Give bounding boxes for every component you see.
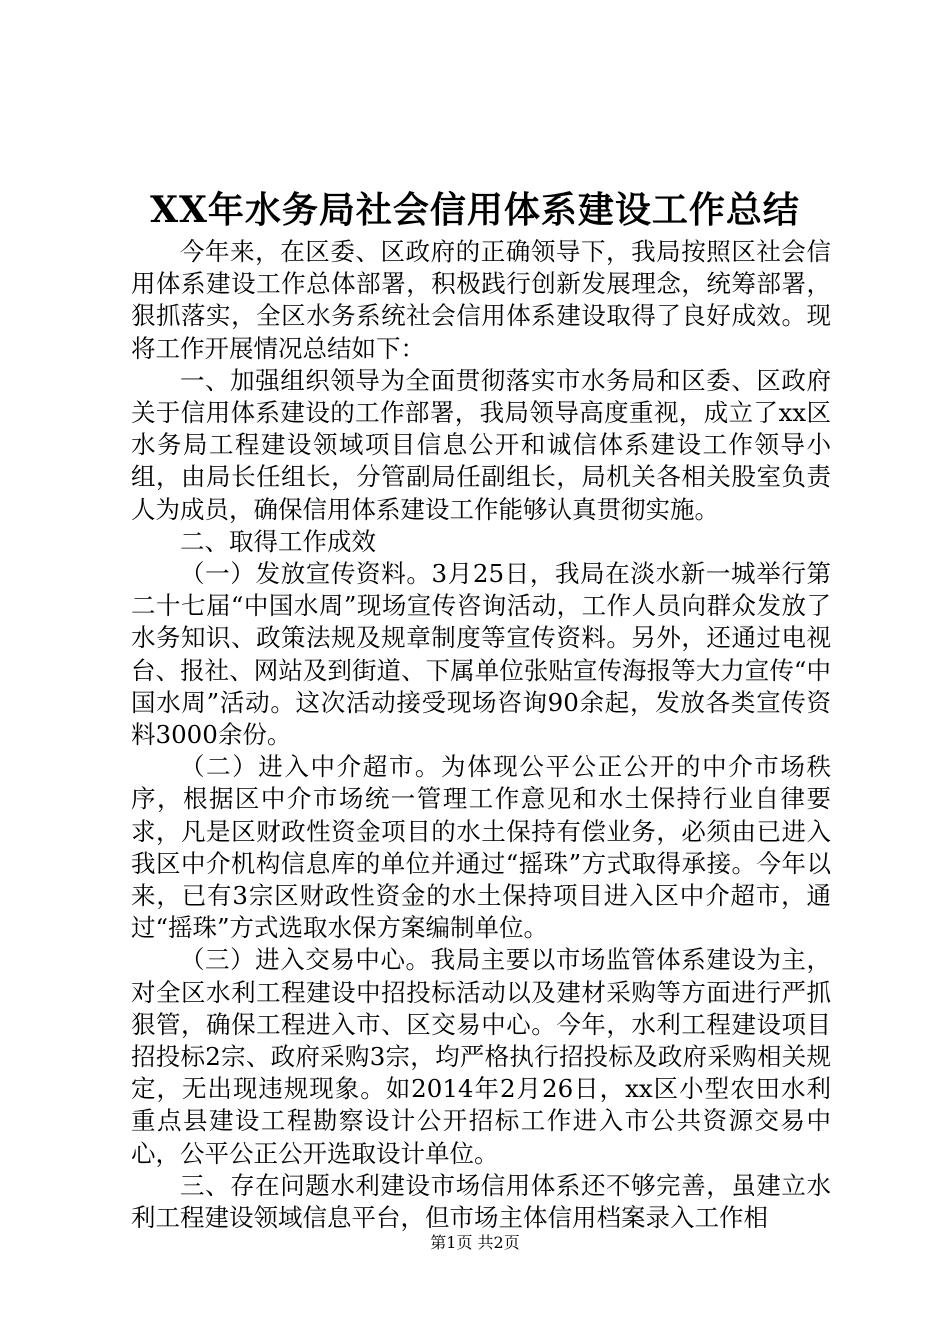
document-title: XX年水务局社会信用体系建设工作总结 — [150, 189, 800, 231]
paragraph-section-2-heading: 二、取得工作成效 — [180, 526, 376, 556]
paragraph-intro: 今年来，在区委、区政府的正确领导下，我局按照区社会信用体系建设工作总体部署，积极践行创新发展理念，统筹部署，狠抓落实，全区水务系统社会信用体系建设取得了良好成效。现将工作开展情况总结如下： — [131, 237, 831, 363]
paragraph-item-1: （一）发放宣传资料。3月25日，我局在淡水新一城举行第二十七届“中国水周”现场宣传咨询活动，工作人员向群众发放了水务知识、政策法规及规章制度等宣传资料。另外，还通过电视台、报社、网站及到街道、下属单位张贴宣传海报等大力宣传“中国水周”活动。这次活动接受现场咨询90余起，发放各类宣传资料3000余份。 — [131, 559, 831, 750]
page-number-footer: 第1页 共2页 — [430, 1233, 520, 1252]
paragraph-section-1: 一、加强组织领导为全面贯彻落实市水务局和区委、区政府关于信用体系建设的工作部署，我局领导高度重视，成立了xx区水务局工程建设领域项目信息公开和诚信体系建设工作领导小组，由局长任组长，分管副局任副组长，局机关各相关股室负责人为成员，确保信用体系建设工作能够认真贯彻实施。 — [131, 365, 831, 524]
paragraph-item-2: （二）进入中介超市。为体现公平公正公开的中介市场秩序，根据区中介市场统一管理工作意见和水土保持行业自律要求，凡是区财政性资金项目的水土保持有偿业务，必须由已进入我区中介机构信息库的单位并通过“摇珠”方式取得承接。今年以来，已有3宗区财政性资金的水土保持项目进入区中介超市，通过“摇珠”方式选取水保方案编制单位。 — [131, 752, 831, 943]
paragraph-section-3: 三、存在问题水利建设市场信用体系还不够完善，虽建立水利工程建设领域信息平台，但市场主体信用档案录入工作相 — [131, 1170, 831, 1233]
document-body — [131, 236, 831, 1234]
paragraph-item-3: （三）进入交易中心。我局主要以市场监管体系建设为主，对全区水利工程建设中招投标活动以及建材采购等方面进行严抓狠管，确保工程进入市、区交易中心。今年，水利工程建设项目招投标2宗、政府采购3宗，均严格执行招投标及政府采购相关规定，无出现违规现象。如2014年2月26日，xx区小型农田水利重点县建设工程勘察设计公开招标工作进入市公共资源交易中心，公平公正公开选取设计单位。 — [131, 945, 831, 1168]
